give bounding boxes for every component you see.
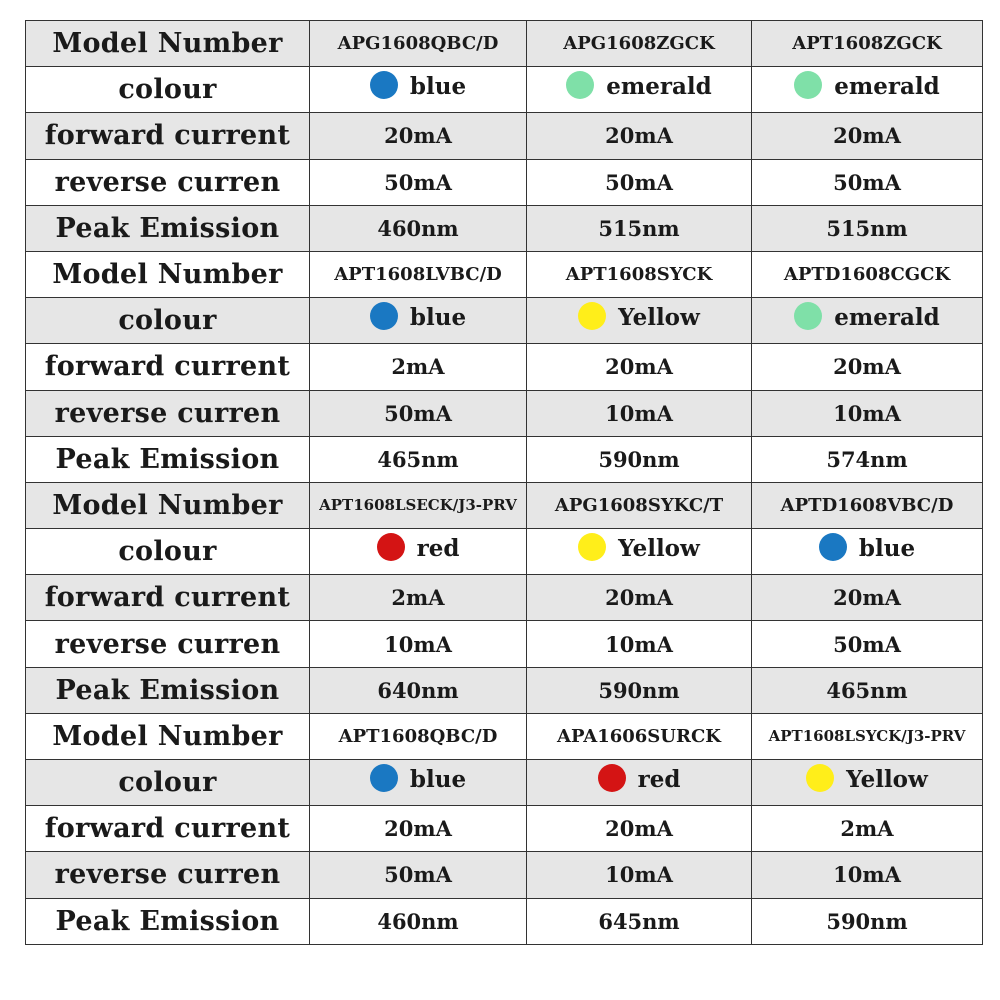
- row-label: Model Number: [26, 482, 310, 528]
- row-label: forward current: [26, 113, 310, 159]
- model-number-cell: APTD1608CGCK: [752, 251, 983, 297]
- peak-value-cell: 465nm: [752, 667, 983, 713]
- model-number-cell: APT1608LSECK/J3-PRV: [310, 482, 527, 528]
- colour-value: [794, 73, 939, 101]
- forward-current-row: [26, 344, 983, 390]
- peak-emission-row: [26, 667, 983, 713]
- colour-value: [566, 73, 711, 101]
- colour-name: red: [416, 535, 460, 563]
- row-label: reverse curren: [26, 621, 310, 667]
- model-number-cell: APT1608QBC/D: [310, 713, 527, 759]
- colour-dot-icon: [370, 764, 398, 792]
- reverse-value-cell: 10mA: [752, 852, 983, 898]
- colour-name: red: [637, 766, 681, 794]
- row-label: forward current: [26, 344, 310, 390]
- model-number-cell: APG1608ZGCK: [527, 21, 752, 67]
- colour-dot-icon: [806, 764, 834, 792]
- spec-table-body: [26, 21, 983, 945]
- forward-current-row: [26, 575, 983, 621]
- row-label: Model Number: [26, 713, 310, 759]
- colour-cell: [527, 529, 752, 575]
- row-label: reverse curren: [26, 390, 310, 436]
- reverse-value-cell: 10mA: [310, 621, 527, 667]
- colour-row: [26, 67, 983, 113]
- model-number-row: [26, 482, 983, 528]
- colour-name: emerald: [834, 304, 940, 332]
- model-number-row: [26, 251, 983, 297]
- model-number-cell: APTD1608VBC/D: [752, 482, 983, 528]
- forward-value-cell: 20mA: [752, 575, 983, 621]
- colour-value: [370, 766, 466, 794]
- row-label: forward current: [26, 806, 310, 852]
- forward-current-row: [26, 113, 983, 159]
- reverse-value-cell: 50mA: [310, 852, 527, 898]
- reverse-value-cell: 50mA: [752, 621, 983, 667]
- peak-emission-row: [26, 436, 983, 482]
- colour-value: [578, 304, 700, 332]
- forward-value-cell: 20mA: [752, 344, 983, 390]
- forward-value-cell: 2mA: [310, 344, 527, 390]
- colour-cell: [310, 67, 527, 113]
- peak-value-cell: 515nm: [527, 205, 752, 251]
- colour-cell: [527, 67, 752, 113]
- colour-name: blue: [409, 304, 467, 332]
- peak-value-cell: 460nm: [310, 205, 527, 251]
- peak-value-cell: 645nm: [527, 898, 752, 944]
- colour-value: [370, 304, 466, 332]
- forward-value-cell: 20mA: [310, 113, 527, 159]
- forward-value-cell: 20mA: [527, 344, 752, 390]
- peak-emission-row: [26, 898, 983, 944]
- colour-value: [377, 535, 460, 563]
- peak-emission-row: [26, 205, 983, 251]
- colour-cell: [752, 298, 983, 344]
- colour-value: [598, 766, 681, 794]
- colour-name: emerald: [606, 73, 712, 101]
- row-label: colour: [26, 67, 310, 113]
- colour-name: Yellow: [618, 535, 700, 563]
- forward-value-cell: 20mA: [527, 806, 752, 852]
- colour-name: blue: [409, 73, 467, 101]
- colour-dot-icon: [566, 71, 594, 99]
- colour-cell: [310, 298, 527, 344]
- peak-value-cell: 574nm: [752, 436, 983, 482]
- model-number-cell: APA1606SURCK: [527, 713, 752, 759]
- model-number-row: [26, 21, 983, 67]
- colour-name: blue: [409, 766, 467, 794]
- colour-row: [26, 298, 983, 344]
- forward-current-row: [26, 806, 983, 852]
- reverse-current-row: [26, 390, 983, 436]
- peak-value-cell: 465nm: [310, 436, 527, 482]
- row-label: Model Number: [26, 21, 310, 67]
- row-label: forward current: [26, 575, 310, 621]
- reverse-value-cell: 10mA: [752, 390, 983, 436]
- row-label: colour: [26, 529, 310, 575]
- model-number-cell: APT1608LVBC/D: [310, 251, 527, 297]
- forward-value-cell: 20mA: [310, 806, 527, 852]
- row-label: Peak Emission: [26, 667, 310, 713]
- model-number-row: [26, 713, 983, 759]
- reverse-value-cell: 50mA: [310, 390, 527, 436]
- colour-dot-icon: [370, 302, 398, 330]
- colour-dot-icon: [794, 302, 822, 330]
- peak-value-cell: 590nm: [527, 436, 752, 482]
- colour-row: [26, 760, 983, 806]
- forward-value-cell: 20mA: [527, 575, 752, 621]
- colour-dot-icon: [377, 533, 405, 561]
- peak-value-cell: 460nm: [310, 898, 527, 944]
- forward-value-cell: 20mA: [752, 113, 983, 159]
- colour-cell: [752, 760, 983, 806]
- colour-cell: [310, 529, 527, 575]
- colour-row: [26, 529, 983, 575]
- row-label: Peak Emission: [26, 898, 310, 944]
- reverse-current-row: [26, 852, 983, 898]
- reverse-value-cell: 10mA: [527, 621, 752, 667]
- row-label: reverse curren: [26, 159, 310, 205]
- peak-value-cell: 590nm: [527, 667, 752, 713]
- colour-dot-icon: [794, 71, 822, 99]
- reverse-value-cell: 50mA: [752, 159, 983, 205]
- row-label: Peak Emission: [26, 205, 310, 251]
- row-label: colour: [26, 760, 310, 806]
- row-label: colour: [26, 298, 310, 344]
- forward-value-cell: 2mA: [752, 806, 983, 852]
- colour-value: [819, 535, 915, 563]
- colour-value: [806, 766, 928, 794]
- colour-cell: [752, 529, 983, 575]
- row-label: reverse curren: [26, 852, 310, 898]
- row-label: Model Number: [26, 251, 310, 297]
- colour-value: [578, 535, 700, 563]
- colour-dot-icon: [578, 533, 606, 561]
- colour-dot-icon: [578, 302, 606, 330]
- colour-name: emerald: [834, 73, 940, 101]
- colour-dot-icon: [819, 533, 847, 561]
- colour-cell: [527, 298, 752, 344]
- forward-value-cell: 20mA: [527, 113, 752, 159]
- model-number-cell: APT1608LSYCK/J3-PRV: [752, 713, 983, 759]
- row-label: Peak Emission: [26, 436, 310, 482]
- reverse-value-cell: 50mA: [310, 159, 527, 205]
- model-number-cell: APG1608QBC/D: [310, 21, 527, 67]
- colour-cell: [527, 760, 752, 806]
- colour-cell: [310, 760, 527, 806]
- peak-value-cell: 640nm: [310, 667, 527, 713]
- colour-value: [794, 304, 939, 332]
- reverse-value-cell: 50mA: [527, 159, 752, 205]
- model-number-cell: APT1608SYCK: [527, 251, 752, 297]
- colour-dot-icon: [598, 764, 626, 792]
- reverse-current-row: [26, 159, 983, 205]
- forward-value-cell: 2mA: [310, 575, 527, 621]
- model-number-cell: APG1608SYKC/T: [527, 482, 752, 528]
- colour-value: [370, 73, 466, 101]
- colour-dot-icon: [370, 71, 398, 99]
- reverse-value-cell: 10mA: [527, 390, 752, 436]
- colour-name: Yellow: [846, 766, 928, 794]
- model-number-cell: APT1608ZGCK: [752, 21, 983, 67]
- colour-name: Yellow: [618, 304, 700, 332]
- colour-cell: [752, 67, 983, 113]
- led-spec-table: [25, 20, 983, 945]
- reverse-value-cell: 10mA: [527, 852, 752, 898]
- peak-value-cell: 515nm: [752, 205, 983, 251]
- colour-name: blue: [858, 535, 916, 563]
- peak-value-cell: 590nm: [752, 898, 983, 944]
- reverse-current-row: [26, 621, 983, 667]
